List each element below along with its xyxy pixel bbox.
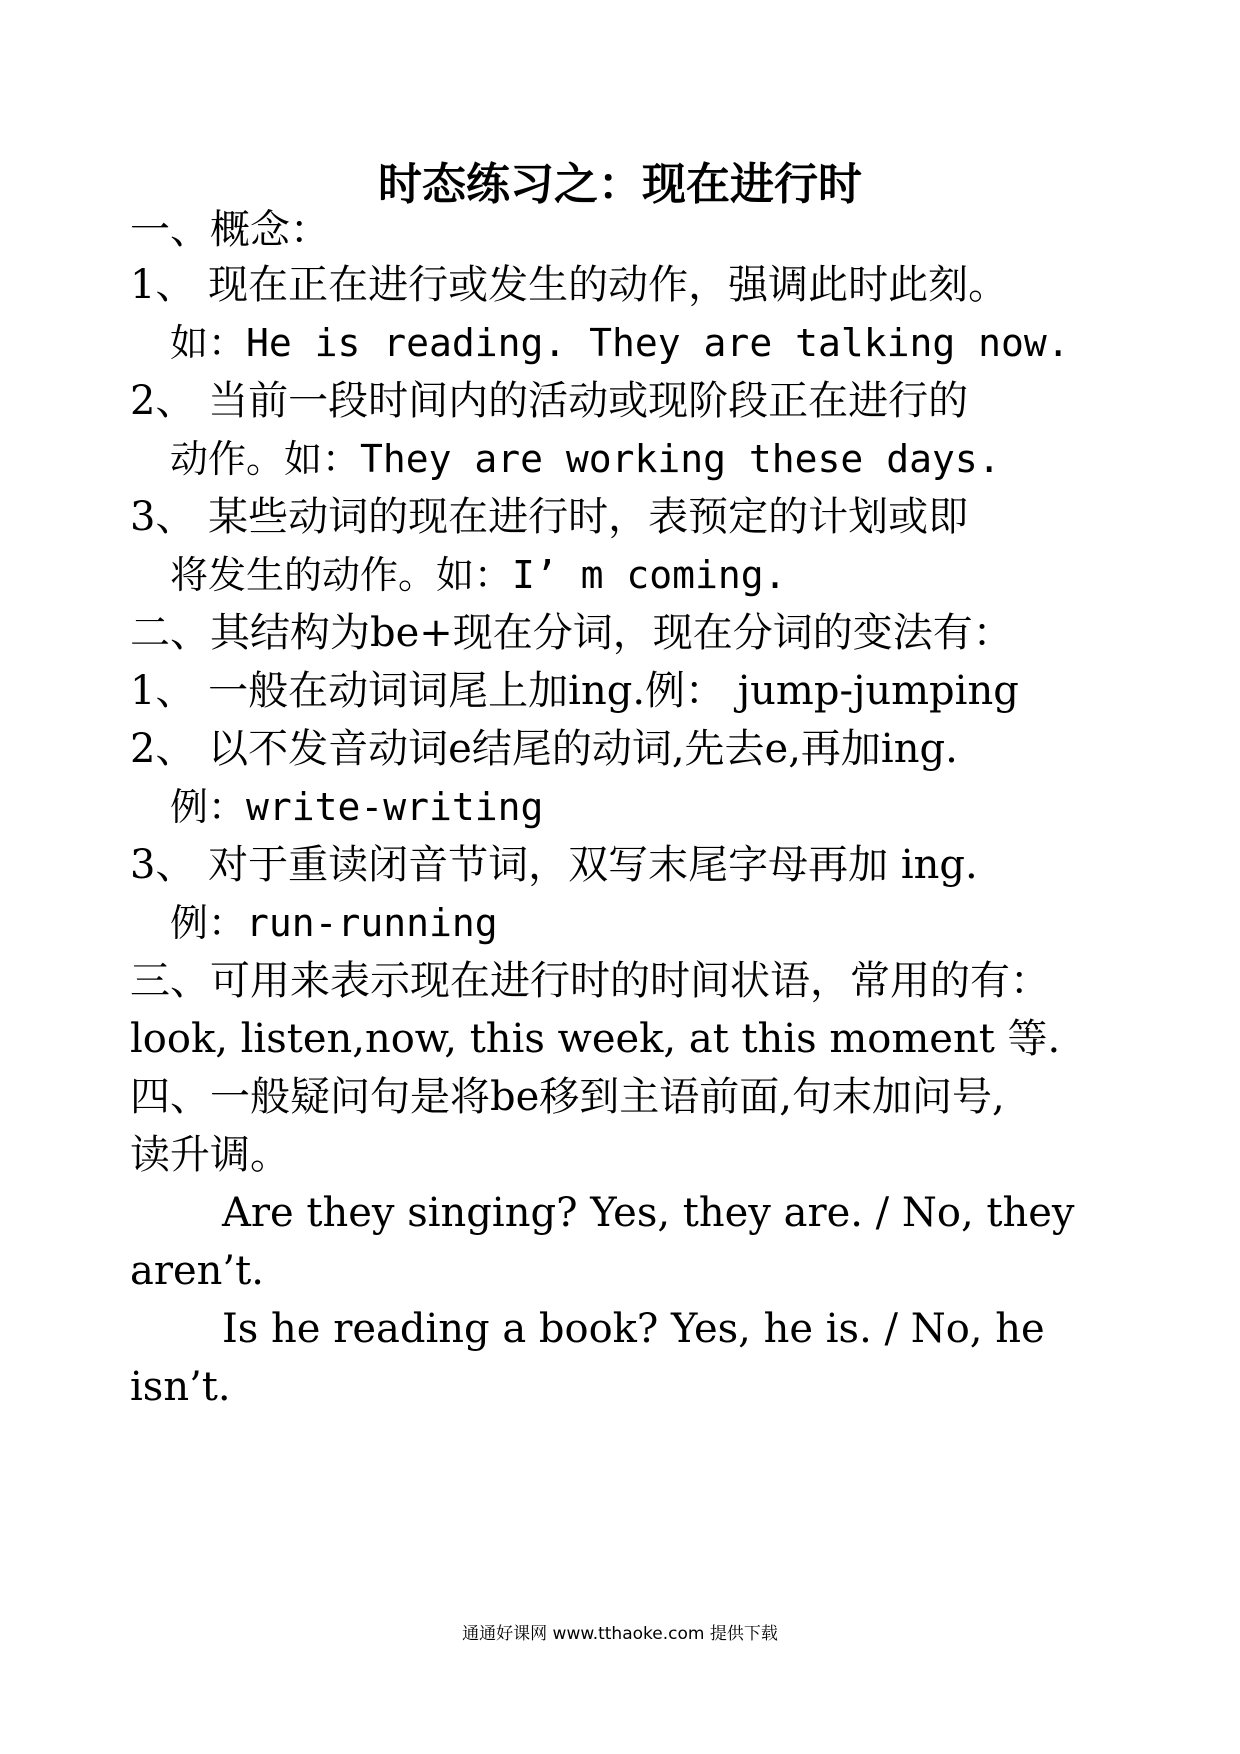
concept-item-1: 1、 现在正在进行或发生的动作，强调此时此刻。 [130, 262, 1009, 308]
page-footer: 通通好课网 www.tthaoke.com 提供下载 [462, 1624, 778, 1644]
rule-item-3: 3、 对于重读闭音节词，双写末尾字母再加 ing. [130, 842, 978, 888]
concept-item-3-continued: 将发生的动作。如：I’ m coming. [170, 553, 787, 597]
concept-item-3: 3、 某些动词的现在进行时，表预定的计划或即 [130, 494, 969, 540]
question-example-1: Are they singing? Yes, they are. / No, they [222, 1190, 1075, 1236]
concept-item-1-example: 如：He is reading. They are talking now. [170, 321, 1070, 365]
time-adverbials-list: look, listen,now, this week, at this moment 等. [130, 1016, 1061, 1062]
question-example-1-continued: aren’t. [130, 1248, 264, 1294]
rule-item-2-example: 例：write-writing [170, 785, 544, 829]
concept-item-2: 2、 当前一段时间内的活动或现阶段正在进行的 [130, 378, 969, 424]
rule-item-3-example: 例：run-running [170, 901, 498, 945]
document-title: 时态练习之：现在进行时 [378, 159, 862, 210]
section-heading-questions: 四、一般疑问句是将be移到主语前面,句末加问号, [130, 1074, 1005, 1120]
section-heading-time-adverbials: 三、可用来表示现在进行时的时间状语，常用的有： [130, 958, 1050, 1004]
concept-item-2-continued: 动作。如：They are working these days. [170, 437, 1001, 481]
question-example-2: Is he reading a book? Yes, he is. / No, he [222, 1306, 1045, 1352]
question-example-2-continued: isn’t. [130, 1364, 231, 1410]
rule-item-1: 1、 一般在动词词尾上加ing.例： jump-jumping [130, 668, 1019, 714]
rule-item-2: 2、 以不发音动词e结尾的动词,先去e,再加ing. [130, 726, 958, 772]
section-heading-structure: 二、其结构为be+现在分词，现在分词的变法有： [130, 610, 1013, 656]
questions-continued: 读升调。 [130, 1132, 290, 1178]
section-heading-concept: 一、概念： [130, 207, 330, 253]
